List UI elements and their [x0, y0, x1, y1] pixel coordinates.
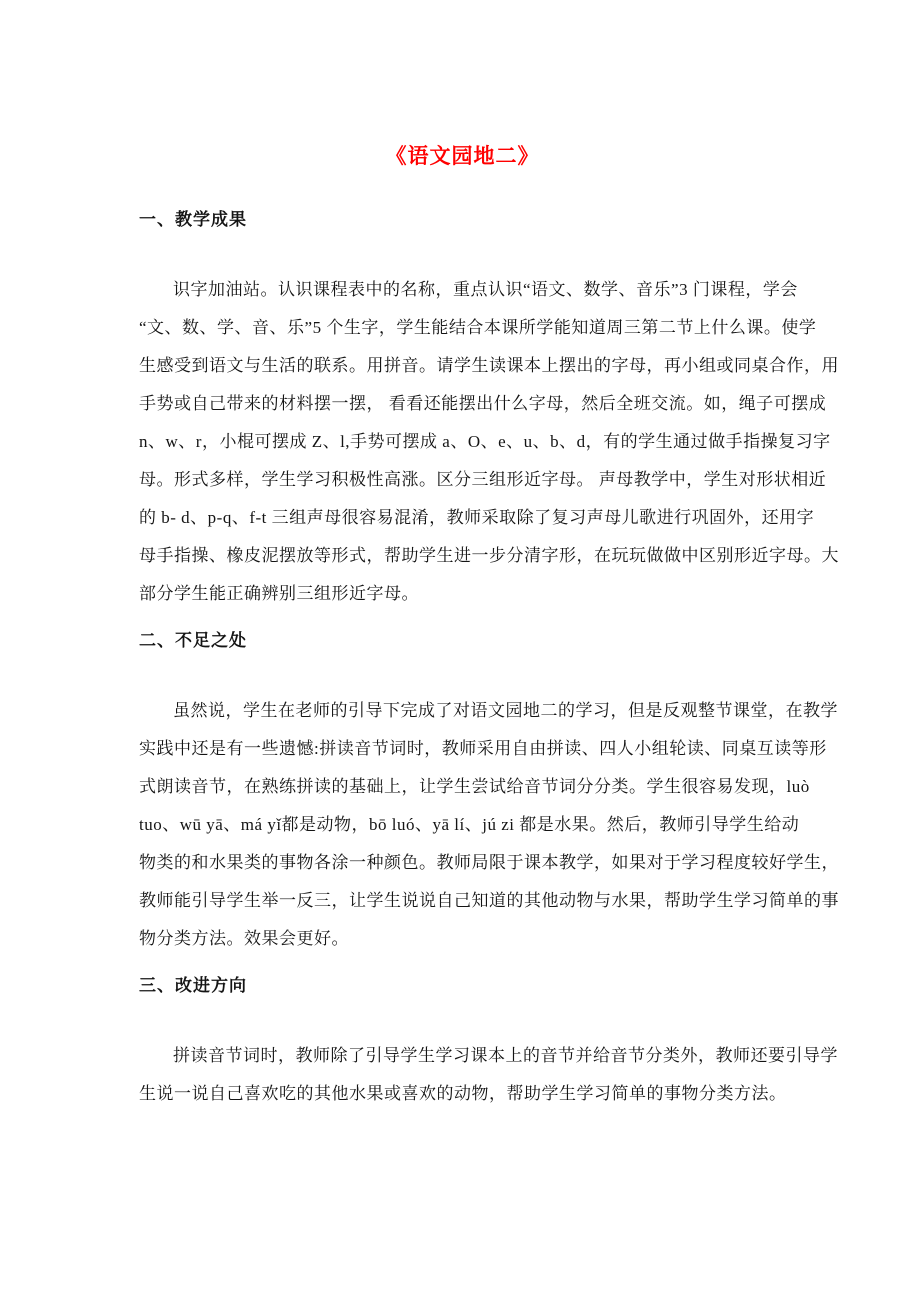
paragraph-line: 部分学生能正确辨别三组形近字母。 — [139, 584, 419, 603]
section-shortcomings — [139, 630, 839, 958]
paragraph-3 — [139, 1037, 838, 1113]
paragraph-line: 式朗读音节，在熟练拼读的基础上，让学生尝试给音节词分分类。学生很容易发现，luò — [139, 777, 810, 796]
paragraph-line: 手势或自己带来的材料摆一摆， 看看还能摆出什么字母，然后全班交流。如，绳子可摆成 — [139, 394, 827, 413]
section-heading-3: 三、改进方向 — [139, 976, 247, 995]
paragraph-line: 教师能引导学生举一反三，让学生说说自己知道的其他动物与水果，帮助学生学习简单的事 — [139, 891, 839, 910]
paragraph-line: tuo、wū yā、má yǐ都是动物，bō luó、yā lí、jú zi 都是水果。然后，教师引导学生给动 — [139, 815, 800, 834]
paragraph-line: 虽然说，学生在老师的引导下完成了对语文园地二的学习，但是反观整节课堂，在教学 — [173, 701, 838, 720]
paragraph-line: 生说一说自己喜欢吃的其他水果或喜欢的动物，帮助学生学习简单的事物分类方法。 — [139, 1084, 787, 1103]
paragraph-2 — [139, 692, 839, 958]
paragraph-line: 母。形式多样，学生学习积极性高涨。区分三组形近字母。 声母教学中，学生对形状相近 — [139, 470, 827, 489]
section-teaching-results — [139, 209, 839, 613]
paragraph-line: 识字加油站。认识课程表中的名称，重点认识“语文、数学、音乐”3 门课程，学会 — [173, 280, 798, 299]
paragraph-line: 的 b- d、p-q、f-t 三组声母很容易混淆，教师采取除了复习声母儿歌进行巩固外，还用字 — [139, 508, 815, 527]
paragraph-line: 实践中还是有一些遗憾:拼读音节词时，教师采用自由拼读、四人小组轮读、同桌互读等形 — [139, 739, 827, 758]
section-improvement-direction — [139, 975, 838, 1113]
section-heading-2: 二、不足之处 — [139, 631, 247, 650]
paragraph-line: 生感受到语文与生活的联系。用拼音。请学生读课本上摆出的字母，再小组或同桌合作，用 — [139, 356, 839, 375]
paragraph-1 — [139, 271, 839, 613]
page-title: 《语文园地二》 — [385, 145, 540, 168]
paragraph-line: 母手指操、橡皮泥摆放等形式，帮助学生进一步分清字形，在玩玩做做中区别形近字母。大 — [139, 546, 839, 565]
section-heading-1: 一、教学成果 — [139, 210, 247, 229]
paragraph-line: n、w、r，小棍可摆成 Z、l,手势可摆成 a、O、e、u、b、d，有的学生通过做手指操复习字 — [139, 432, 831, 451]
paragraph-line: 物类的和水果类的事物各涂一种颜色。教师局限于课本教学，如果对于学习程度较好学生， — [139, 853, 839, 872]
paragraph-line: 物分类方法。效果会更好。 — [139, 929, 349, 948]
paragraph-line: 拼读音节词时，教师除了引导学生学习课本上的音节并给音节分类外，教师还要引导学 — [173, 1046, 838, 1065]
paragraph-line: “文、数、学、音、乐”5 个生字，学生能结合本课所学能知道周三第二节上什么课。使学 — [139, 318, 817, 337]
